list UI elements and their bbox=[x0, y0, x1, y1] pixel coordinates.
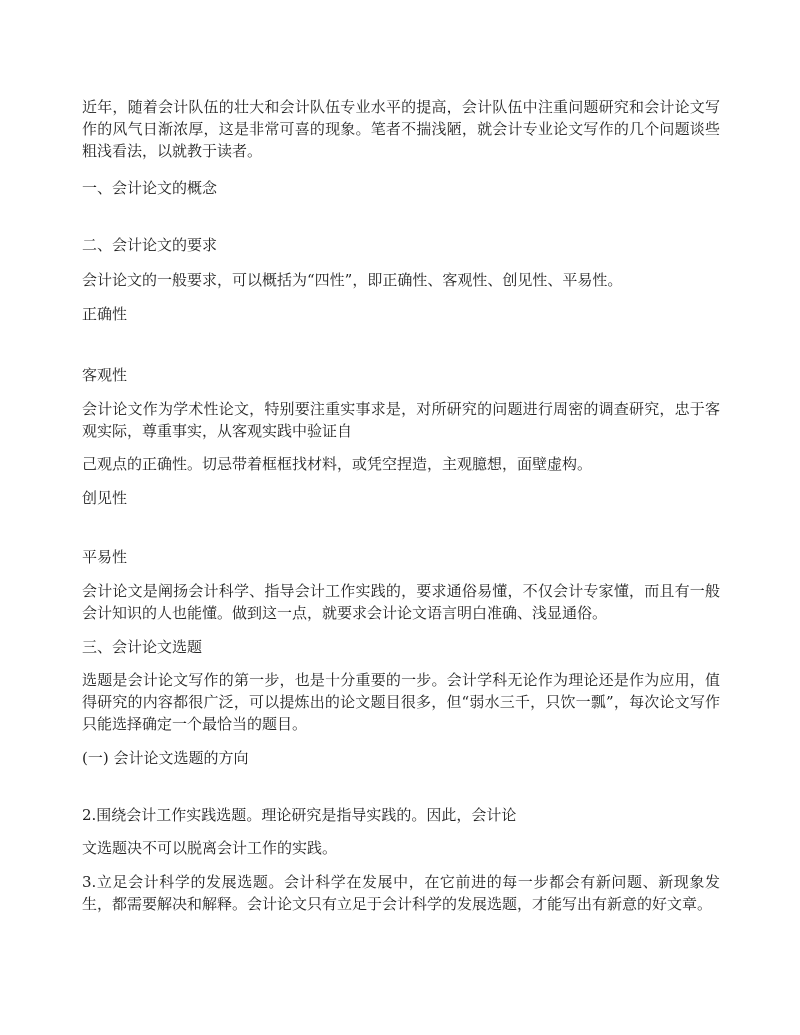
heading-requirements: 二、会计论文的要求 bbox=[82, 236, 218, 254]
subheading-objectivity: 客观性 bbox=[82, 366, 128, 384]
subheading-correctness: 正确性 bbox=[82, 305, 128, 323]
intro-paragraph: 近年，随着会计队伍的壮大和会计队伍专业水平的提高，会计队伍中注重问题研究和会计论文写作的风气日渐浓厚，这是非常可喜的现象。笔者不揣浅陋，就会计专业论文写作的几个问题谈些粗浅看法，以就教于读者。 bbox=[82, 98, 720, 160]
item-2-line-2: 文选题决不可以脱离会计工作的实践。 bbox=[82, 839, 338, 857]
item-3-paragraph: 3.立足会计科学的发展选题。会计科学在发展中，在它前进的每一步都会有新问题、新现象发生，都需要解决和解释。会计论文只有立足于会计科学的发展选题，才能写出有新意的好文章。 bbox=[82, 873, 720, 913]
objectivity-paragraph: 会计论文作为学术性论文，特别要注重实事求是，对所研究的问题进行周密的调查研究，忠于客观实际，尊重事实，从客观实践中验证自 bbox=[82, 400, 720, 440]
requirements-intro: 会计论文的一般要求，可以概括为“四性”，即正确性、客观性、创见性、平易性。 bbox=[82, 271, 623, 289]
subheading-direction: (一) 会计论文选题的方向 bbox=[82, 749, 249, 767]
item-2-line-1: 2.围绕会计工作实践选题。理论研究是指导实践的。因此，会计论 bbox=[82, 806, 517, 824]
subheading-plainness: 平易性 bbox=[82, 548, 128, 566]
topic-paragraph: 选题是会计论文写作的第一步，也是十分重要的一步。会计学科无论作为理论还是作为应用，值得研究的内容都很广泛，可以提炼出的论文题目很多，但“弱水三千，只饮一瓢”，每次论文写作只能选择确定一个最恰当的题目。 bbox=[82, 671, 720, 733]
heading-topic-selection: 三、会计论文选题 bbox=[82, 638, 203, 656]
heading-concept: 一、会计论文的概念 bbox=[82, 179, 218, 197]
subheading-originality: 创见性 bbox=[82, 489, 128, 507]
plainness-paragraph: 会计论文是阐扬会计科学、指导会计工作实践的，要求通俗易懂，不仅会计专家懂，而且有一般会计知识的人也能懂。做到这一点，就要求会计论文语言明白准确、浅显通俗。 bbox=[82, 582, 720, 622]
objectivity-paragraph-continued: 己观点的正确性。切忌带着框框找材料，或凭空捏造，主观臆想，面壁虚构。 bbox=[82, 455, 593, 473]
